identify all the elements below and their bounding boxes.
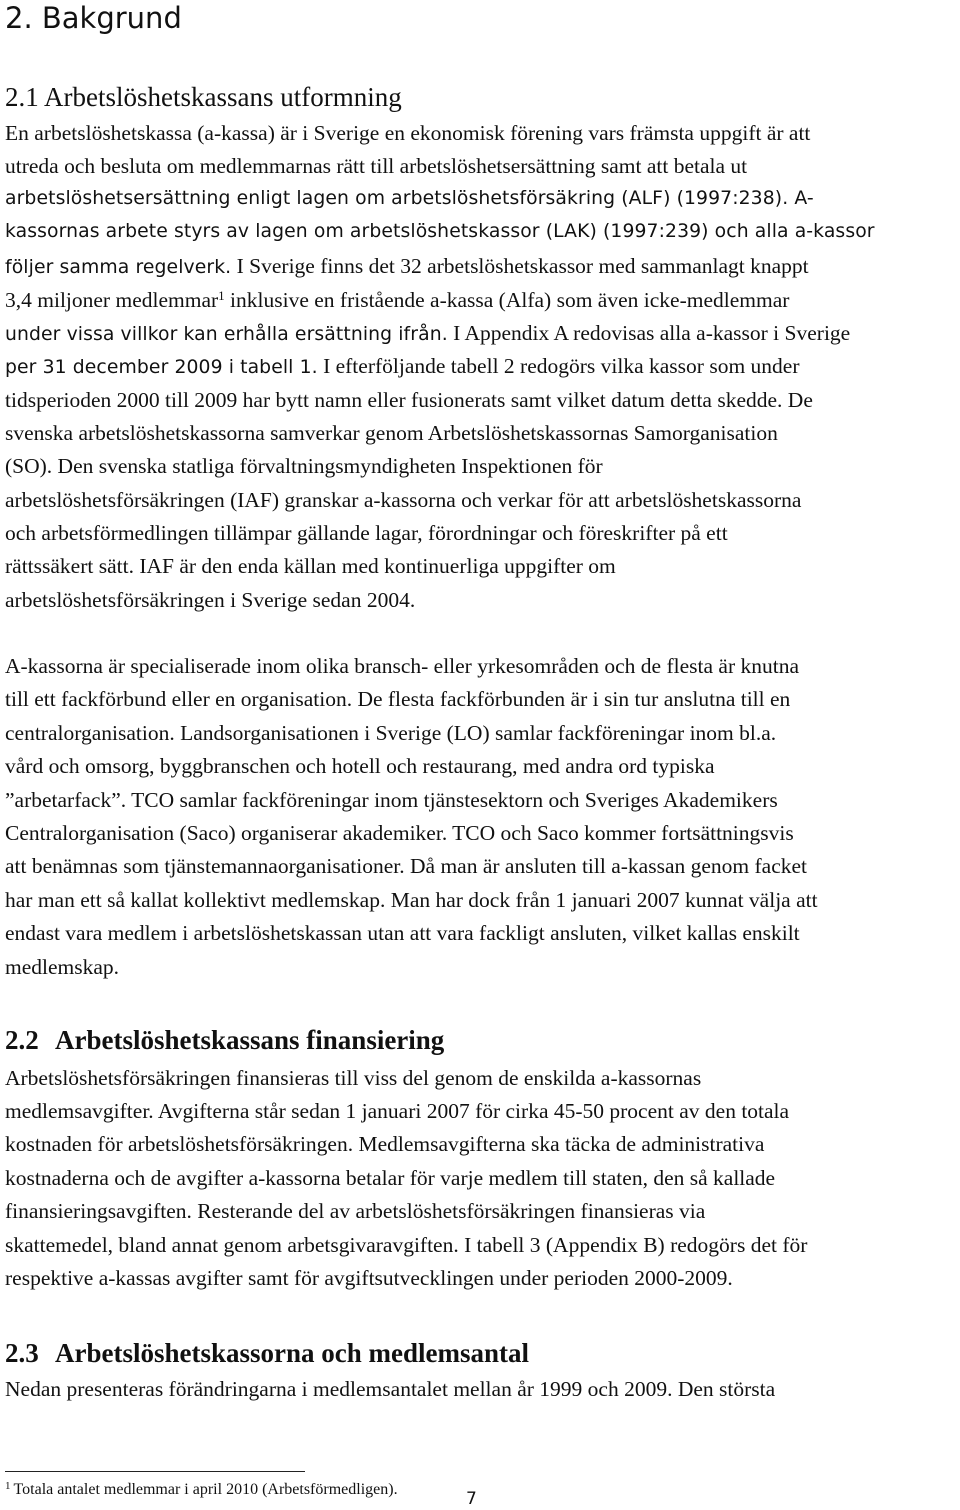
paragraph-line: Nedan presenteras förändringarna i medlemsantalet mellan år 1999 och 2009. Den största bbox=[5, 1377, 776, 1401]
section-heading-2-1 bbox=[5, 81, 402, 114]
paragraph-line: ”arbetarfack”. TCO samlar fackföreningar inom tjänstesektorn och Sveriges Akademikers bbox=[5, 788, 778, 812]
paragraph-line: skattemedel, bland annat genom arbetsgivaravgiften. I tabell 3 (Appendix B) redogörs det för bbox=[5, 1233, 808, 1257]
paragraph-line: kostnaden för arbetslöshetsförsäkringen. Medlemsavgifterna ska täcka de administrativa bbox=[5, 1132, 765, 1156]
paragraph-line: utreda och besluta om medlemmarnas rätt till arbetslöshetsersättning samt att betala ut bbox=[5, 154, 748, 178]
section-number: 2.2 bbox=[5, 1025, 39, 1055]
paragraph-line: svenska arbetslöshetskassorna samverkar genom Arbetslöshetskassornas Samorganisation bbox=[5, 421, 778, 445]
paragraph-line: kostnaderna och de avgifter a-kassorna betalar för varje medlem till staten, den så kallade bbox=[5, 1166, 776, 1190]
paragraph-line: centralorganisation. Landsorganisationen i Sverige (LO) samlar fackföreningar inom bl.a. bbox=[5, 721, 777, 745]
text-run: per 31 december 2009 i tabell 1. bbox=[5, 357, 318, 378]
text-run: inklusive en fristående a-kassa (Alfa) som även icke-medlemmar bbox=[224, 288, 790, 312]
paragraph-line: medlemsavgifter. Avgifterna står sedan 1 januari 2007 för cirka 45-50 procent av den totala bbox=[5, 1099, 790, 1123]
section-heading-2-2 bbox=[5, 1024, 444, 1057]
paragraph-line: att benämnas som tjänstemannaorganisationer. Då man är ansluten till a-kassan genom facket bbox=[5, 854, 808, 878]
paragraph-line bbox=[5, 251, 955, 281]
paragraph-line: rättssäkert sätt. IAF är den enda källan med kontinuerliga uppgifter om bbox=[5, 554, 616, 578]
paragraph-line: En arbetslöshetskassa (a-kassa) är i Sverige en ekonomisk förening vars främsta uppgift är att bbox=[5, 121, 811, 145]
paragraph-line: arbetslöshetsersättning enligt lagen om arbetslöshetsförsäkring (ALF) (1997:238). A- bbox=[5, 188, 814, 209]
paragraph-line bbox=[5, 285, 955, 315]
footnote-reference: 1 bbox=[218, 288, 225, 303]
paragraph-line: och arbetsförmedlingen tillämpar gällande lagar, förordningar och föreskrifter på ett bbox=[5, 521, 728, 545]
paragraph-line bbox=[5, 318, 955, 348]
footnote-separator bbox=[5, 1471, 305, 1472]
paragraph-line: till ett fackförbund eller en organisation. De flesta fackförbunden är i sin tur anslutna till en bbox=[5, 687, 791, 711]
footnote-marker: 1 bbox=[5, 1480, 11, 1492]
section-number: 2.3 bbox=[5, 1338, 39, 1368]
text-run: följer samma regelverk. bbox=[5, 257, 232, 278]
paragraph-line: kassornas arbete styrs av lagen om arbetslöshetskassor (LAK) (1997:239) och alla a-kassor bbox=[5, 221, 875, 242]
chapter-heading: 2. Bakgrund bbox=[5, 1, 182, 35]
text-run: I Appendix A redovisas alla a-kassor i Sverige bbox=[447, 321, 851, 345]
paragraph-line: A-kassorna är specialiserade inom olika bransch- eller yrkesområden och de flesta är knutna bbox=[5, 654, 799, 678]
paragraph-line: endast vara medlem i arbetslöshetskassan utan att vara fackligt ansluten, vilket kallas enskilt bbox=[5, 921, 800, 945]
paragraph-line: Centralorganisation (Saco) organiserar akademiker. TCO och Saco kommer fortsättningsvis bbox=[5, 821, 794, 845]
section-title: Arbetslöshetskassorna och medlemsantal bbox=[55, 1338, 530, 1368]
section-title: Arbetslöshetskassans utformning bbox=[44, 82, 402, 112]
paragraph-line: Arbetslöshetsförsäkringen finansieras till viss del genom de enskilda a-kassornas bbox=[5, 1066, 702, 1090]
footnote bbox=[5, 1476, 398, 1500]
paragraph-line: tidsperioden 2000 till 2009 har bytt namn eller fusionerats samt vilket datum detta skedde. De bbox=[5, 388, 813, 412]
text-run: 3,4 miljoner medlemmar bbox=[5, 288, 219, 312]
paragraph-line: finansieringsavgiften. Resterande del av arbetslöshetsförsäkringen finansieras via bbox=[5, 1199, 706, 1223]
paragraph-line: arbetslöshetsförsäkringen (IAF) granskar a-kassorna och verkar för att arbetslöshetskassorna bbox=[5, 488, 802, 512]
text-run: under vissa villkor kan erhålla ersättning ifrån. bbox=[5, 324, 448, 345]
paragraph-line: (SO). Den svenska statliga förvaltningsmyndigheten Inspektionen för bbox=[5, 454, 603, 478]
paragraph-line: medlemskap. bbox=[5, 955, 120, 979]
paragraph-line: arbetslöshetsförsäkringen i Sverige sedan 2004. bbox=[5, 588, 416, 612]
paragraph-line bbox=[5, 351, 955, 381]
paragraph-line: respektive a-kassas avgifter samt för avgiftsutvecklingen under perioden 2000-2009. bbox=[5, 1266, 733, 1290]
section-title: Arbetslöshetskassans finansiering bbox=[55, 1025, 445, 1055]
text-run: I efterföljande tabell 2 redogörs vilka kassor som under bbox=[317, 354, 800, 378]
paragraph-line: vård och omsorg, byggbranschen och hotell och restaurang, med andra ord typiska bbox=[5, 754, 715, 778]
section-number: 2.1 bbox=[5, 82, 39, 112]
footnote-text: Totala antalet medlemmar i april 2010 (Arbetsförmedligen). bbox=[13, 1481, 398, 1498]
section-heading-2-3 bbox=[5, 1337, 529, 1370]
text-run: I Sverige finns det 32 arbetslöshetskassor med sammanlagt knappt bbox=[231, 254, 809, 278]
paragraph-line: har man ett så kallat kollektivt medlemskap. Man har dock från 1 januari 2007 kunnat välja att bbox=[5, 888, 818, 912]
page-number: 7 bbox=[466, 1489, 477, 1509]
